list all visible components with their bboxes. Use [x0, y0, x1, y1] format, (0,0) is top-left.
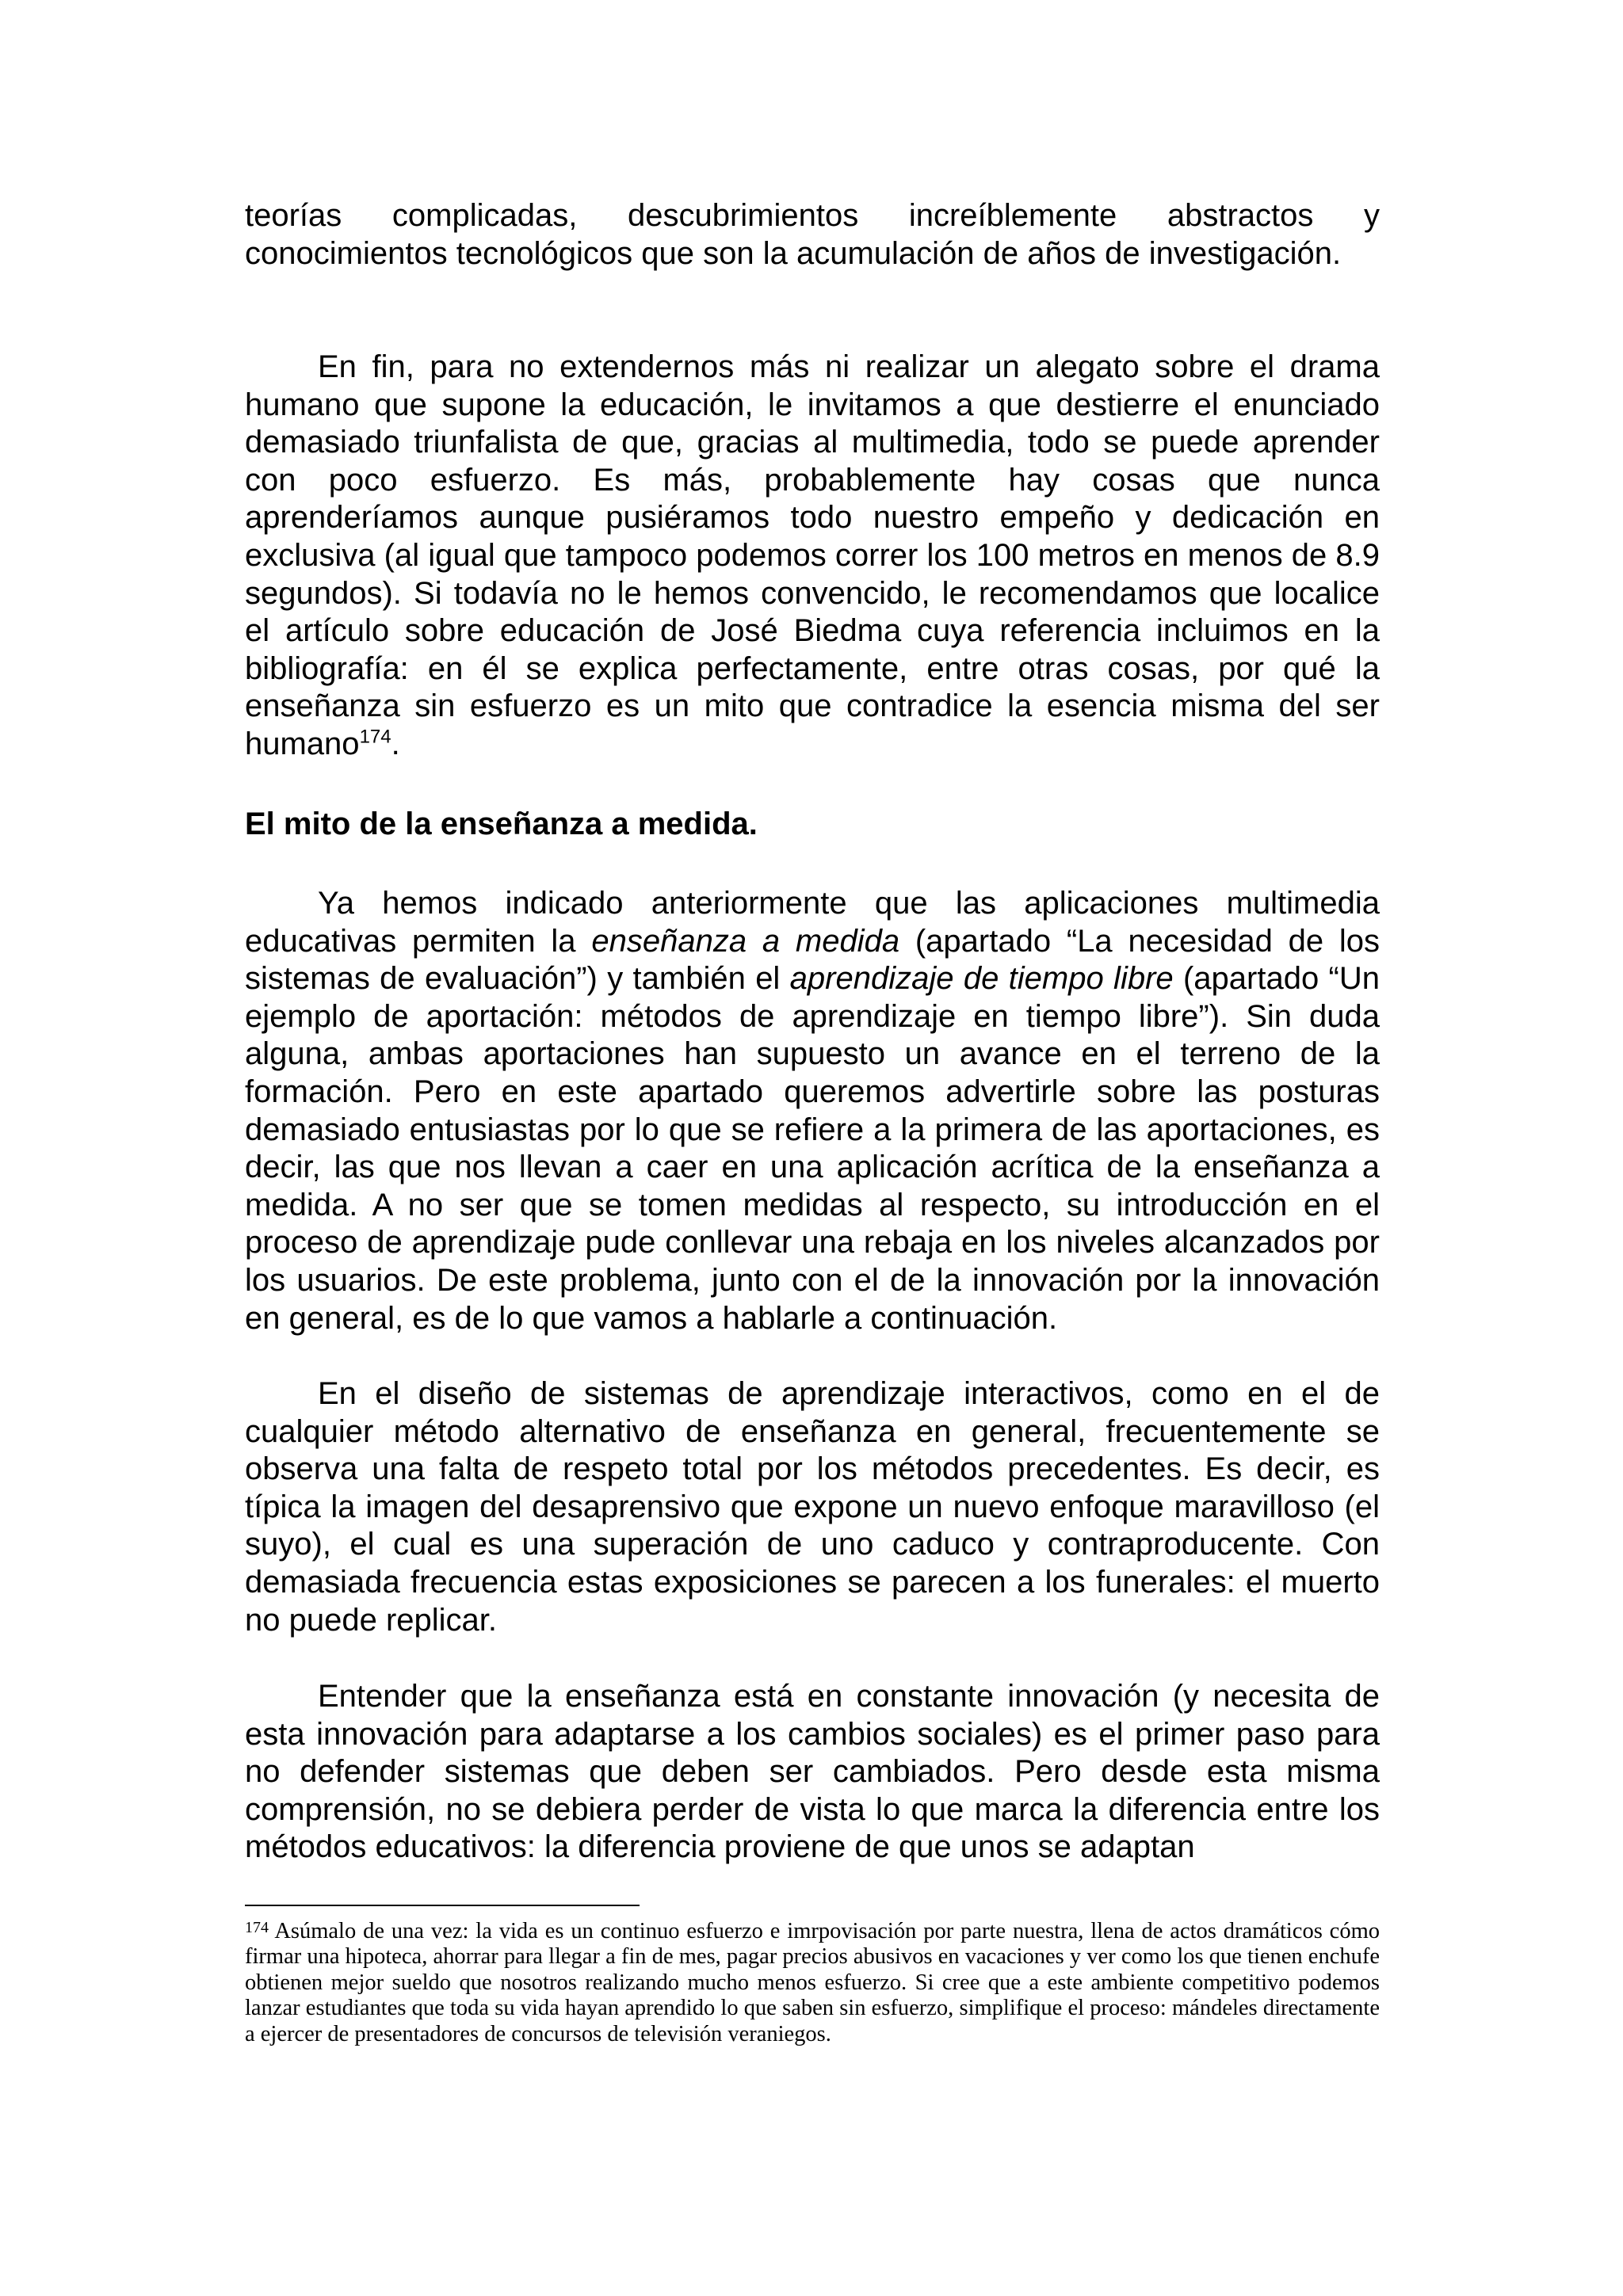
paragraph-effort	[245, 349, 1380, 764]
footnote-reference[interactable]: 174	[359, 726, 391, 748]
footnote-text: Asúmalo de una vez: la vida es un continuo esfuerzo e imrpovisación por parte nuestra, llena de actos dramáticos cómo firmar una hipoteca, ahorrar para llegar a fin de mes, pagar precios abusivos en vacaciones y ver como los que tienen enchufe obtienen mejor sueldo que nosotros realizando mucho menos esfuerzo. Si cree que a este ambiente competitivo podemos lanzar estudiantes que toda su vida hayan aprendido lo que saben sin esfuerzo, simplifique el proceso: mándeles directamente a ejercer de presentadores de concursos de televisión veraniegos.	[245, 1919, 1380, 2046]
paragraph-tailored-teaching	[245, 885, 1380, 1337]
footnote	[245, 1919, 1380, 2047]
paragraph-text: (apartado “Un ejemplo de aportación: métodos de aprendizaje en tiempo libre”). Sin duda alguna, ambas aportaciones han supuesto un avance en el terreno de la formación. Pero en este apartado queremos advertirle sobre las posturas demasiado entusiastas por lo que se refiere a la primera de las aportaciones, es decir, las que nos llevan a caer en una aplicación acrítica de la enseñanza a medida. A no ser que se tomen medidas al respecto, su introducción en el proceso de aprendizaje pude conllevar una rebaja en los niveles alcanzados por los usuarios. De este problema, junto con el de la innovación por la innovación en general, es de lo que vamos a hablarle a continuación.	[245, 961, 1380, 1336]
footnote-number: 174	[245, 1919, 269, 1936]
paragraph-text: teorías complicadas, descubrimientos increíblemente abstractos y conocimientos tecnológicos que son la acumulación de años de investigación.	[245, 198, 1380, 271]
paragraph-text: Entender que la enseñanza está en constante innovación (y necesita de esta innovación para adaptarse a los cambios sociales) es el primer paso para no defender sistemas que deben ser cambiados. Pero desde esta misma comprensión, no se debiera perder de vista lo que marca la diferencia entre los métodos educativos: la diferencia proviene de que unos se adaptan	[245, 1679, 1380, 1865]
paragraph-text: En fin, para no extendernos más ni realizar un alegato sobre el drama humano que supone la educación, le invitamos a que destierre el enunciado demasiado triunfalista de que, gracias al multimedia, todo se puede aprender con poco esfuerzo. Es más, probablemente hay cosas que nunca aprenderíamos aunque pusiéramos todo nuestro empeño y dedicación en exclusiva (al igual que tampoco podemos correr los 100 metros en menos de 8.9 segundos). Si todavía no le hemos convencido, le recomendamos que localice el artículo sobre educación de José Biedma cuya referencia incluimos en la bibliografía: en él se explica perfectamente, entre otras cosas, por qué la enseñanza sin esfuerzo es un mito que contradice la esencia misma del ser humano	[245, 349, 1380, 761]
paragraph-innovation	[245, 1678, 1380, 1867]
paragraph-design	[245, 1375, 1380, 1639]
paragraph-period: .	[391, 726, 400, 761]
emphasis-term: aprendizaje de tiempo libre	[789, 961, 1174, 997]
footnote-separator	[245, 1905, 640, 1906]
emphasis-term: enseñanza a medida	[591, 923, 900, 959]
section-heading: El mito de la enseñanza a medida.	[245, 807, 758, 841]
paragraph-continuation	[245, 197, 1380, 273]
paragraph-text: (apartado “La necesidad de los sistemas de evaluación”) y también el	[245, 923, 1381, 997]
paragraph-text: Ya hemos indicado anteriormente que las aplicaciones multimedia educativas permiten la	[245, 886, 1380, 959]
paragraph-text: En el diseño de sistemas de aprendizaje interactivos, como en el de cualquier método alternativo de enseñanza en general, frecuentemente se observa una falta de respeto total por los métodos precedentes. Es decir, es típica la imagen del desaprensivo que expone un nuevo enfoque maravilloso (el suyo), el cual es una superación de uno caduco y contraproducente. Con demasiada frecuencia estas exposiciones se parecen a los funerales: el muerto no puede replicar.	[245, 1376, 1380, 1638]
